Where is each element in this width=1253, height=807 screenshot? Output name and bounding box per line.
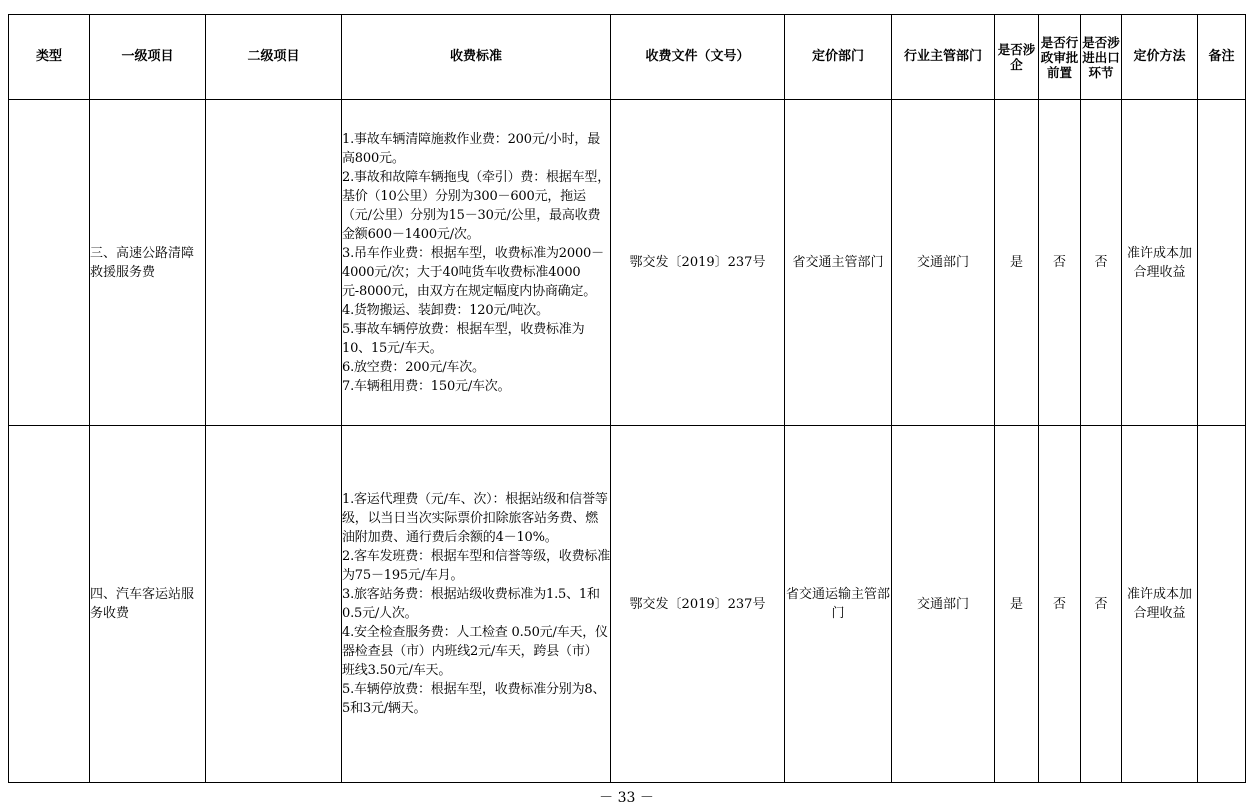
cell-admin-approval: 否: [1039, 426, 1081, 783]
cell-pricing-dept: 省交通运输主管部门: [785, 426, 892, 783]
header-enterprise: 是否涉企: [995, 15, 1039, 100]
cell-level2: [206, 100, 342, 426]
cell-admin-approval: 否: [1039, 100, 1081, 426]
cell-pricing-dept: 省交通主管部门: [785, 100, 892, 426]
header-level2: 二级项目: [206, 15, 342, 100]
standard-line: 1.客运代理费（元/车、次）：根据站级和信誉等级，以当日当次实际票价扣除旅客站务费、燃油附加费、通行费后余额的4－10%。: [342, 492, 608, 545]
standard-line: 3.旅客站务费：根据站级收费标准为1.5、1和0.5元/人次。: [342, 587, 600, 621]
standard-line: 3.吊车作业费：根据车型，收费标准为2000－4000元/次；大于40吨货车收费标准4000元-8000元，由双方在规定幅度内协商确定。: [342, 245, 604, 299]
header-remarks: 备注: [1198, 15, 1246, 100]
page-number: － 33 －: [599, 790, 654, 806]
table-row: [9, 100, 1246, 426]
cell-level1: 三、高速公路清障救援服务费: [90, 100, 206, 426]
cell-import-export: 否: [1081, 100, 1122, 426]
header-row: [9, 15, 1246, 100]
cell-type: [9, 426, 90, 783]
header-type: 类型: [9, 15, 90, 100]
cell-remarks: [1198, 426, 1246, 783]
standard-line: 6.放空费：200元/车次。: [342, 359, 485, 375]
header-level1: 一级项目: [90, 15, 206, 100]
cell-pricing-method: 准许成本加合理收益: [1122, 100, 1198, 426]
header-admin-approval: 是否行政审批前置: [1039, 15, 1081, 100]
cell-enterprise: 是: [995, 426, 1039, 783]
cell-industry-dept: 交通部门: [892, 100, 995, 426]
standard-line: 4.货物搬运、装卸费：120元/吨次。: [342, 302, 549, 318]
cell-level2: [206, 426, 342, 783]
cell-remarks: [1198, 100, 1246, 426]
fee-table: [8, 14, 1246, 783]
cell-type: [9, 100, 90, 426]
cell-document: 鄂交发〔2019〕237号: [611, 100, 785, 426]
header-document: 收费文件（文号）: [611, 15, 785, 100]
cell-industry-dept: 交通部门: [892, 426, 995, 783]
cell-document: 鄂交发〔2019〕237号: [611, 426, 785, 783]
standard-line: 1.事故车辆清障施救作业费：200元/小时，最高800元。: [342, 131, 600, 166]
standard-line: 4.安全检查服务费：人工检查 0.50元/车天，仪器检查县（市）内班线2元/车天，跨县（市）班线3.50元/车天。: [342, 625, 608, 678]
cell-standard: [342, 426, 611, 783]
standard-line: 5.车辆停放费：根据车型，收费标准分别为8、5和3元/辆天。: [342, 682, 606, 716]
cell-pricing-method: 准许成本加合理收益: [1122, 426, 1198, 783]
cell-import-export: 否: [1081, 426, 1122, 783]
cell-standard: [342, 100, 611, 426]
header-pricing-method: 定价方法: [1122, 15, 1198, 100]
cell-level1: 四、汽车客运站服务收费: [90, 426, 206, 783]
standard-line: 5.事故车辆停放费：根据车型，收费标准为10、15元/车天。: [342, 321, 585, 356]
header-industry-dept: 行业主管部门: [892, 15, 995, 100]
header-pricing-dept: 定价部门: [785, 15, 892, 100]
standard-line: 7.车辆租用费：150元/车次。: [342, 378, 511, 394]
standard-line: 2.客车发班费：根据车型和信誉等级，收费标准为75－195元/车月。: [342, 549, 611, 583]
table-row: [9, 426, 1246, 783]
header-standard: 收费标准: [342, 15, 611, 100]
header-import-export: 是否涉进出口环节: [1081, 15, 1122, 100]
cell-enterprise: 是: [995, 100, 1039, 426]
standard-line: 2.事故和故障车辆拖曳（牵引）费：根据车型，基价（10公里）分别为300－600元，拖运（元/公里）分别为15－30元/公里，最高收费金额600－1400元/次。: [342, 169, 611, 242]
